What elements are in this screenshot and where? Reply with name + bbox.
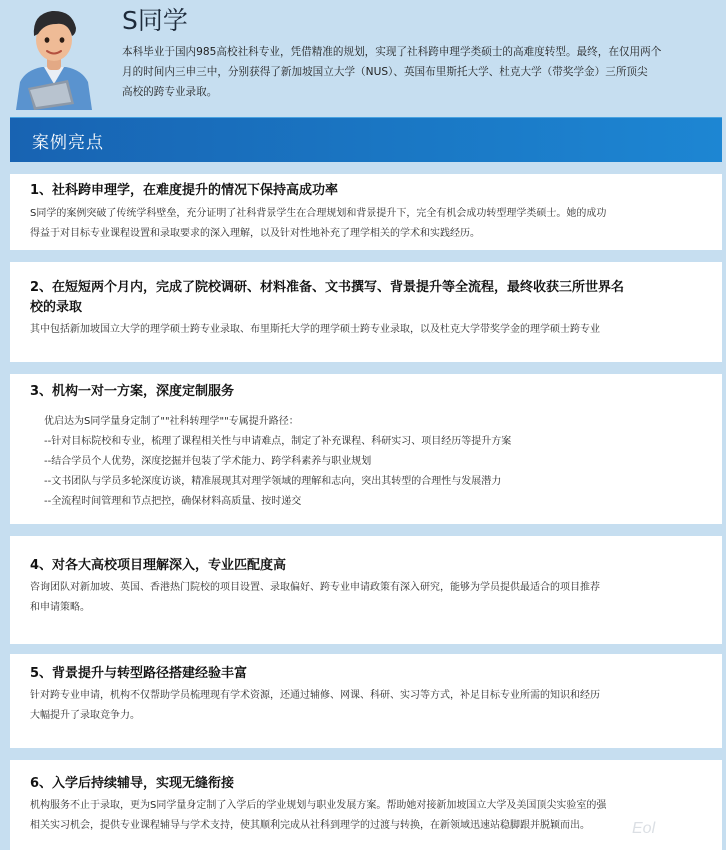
highlights-title: 案例亮点 xyxy=(32,133,104,153)
highlight-title: 3、机构一对一方案，深度定制服务 xyxy=(30,384,235,399)
student-intro xyxy=(122,42,720,102)
highlight-body xyxy=(30,578,710,618)
body-line: 得益于对目标专业课程设置和录取要求的深入理解，以及针对性地补充了理学相关的学术和实践经历。 xyxy=(30,228,480,239)
highlight-card xyxy=(10,536,722,644)
step-line: --针对目标院校和专业，梳理了课程相关性与申请难点，制定了补充课程、科研实习、项目经历等提升方案 xyxy=(44,436,512,447)
body-line: 和申请策略。 xyxy=(30,602,90,613)
intro-line: 高校的跨专业录取。 xyxy=(122,86,218,98)
highlight-card xyxy=(10,654,722,748)
body-line: 大幅提升了录取竞争力。 xyxy=(30,710,140,721)
title-line: 2、在短短两个月内，完成了院校调研、材料准备、文书撰写、背景提升等全流程，最终收获三所世界名 xyxy=(30,280,625,295)
body-line: 机构服务不止于录取，更为S同学量身定制了入学后的学业规划与职业发展方案。帮助她对接新加坡国立大学及美国顶尖实验室的强 xyxy=(30,800,607,811)
body-line: 其中包括新加坡国立大学的理学硕士跨专业录取、布里斯托大学的理学硕士跨专业录取，以及杜克大学带奖学金的理学硕士跨专业 xyxy=(30,324,600,335)
intro-line: 月的时间内三申三中，分别获得了新加坡国立大学（NUS）、英国布里斯托大学、杜克大学（带奖学金）三所顶尖 xyxy=(122,66,648,78)
body-line: 咨询团队对新加坡、英国、香港热门院校的项目设置、录取偏好、跨专业申请政策有深入研究，能够为学员提供最适合的项目推荐 xyxy=(30,582,600,593)
highlights-banner xyxy=(10,117,722,162)
highlight-card xyxy=(10,760,722,850)
highlight-card xyxy=(10,174,722,250)
highlight-body xyxy=(30,204,710,244)
highlight-body xyxy=(30,320,710,340)
highlight-title: 5、背景提升与转型路径搭建经验丰富 xyxy=(30,666,248,681)
highlight-title: 1、社科跨申理学，在难度提升的情况下保持高成功率 xyxy=(30,183,339,198)
watermark-logo xyxy=(628,816,718,838)
watermark-text: Eol xyxy=(632,820,656,837)
highlight-body xyxy=(30,686,710,726)
student-name: S同学 xyxy=(122,6,188,35)
highlight-title xyxy=(30,278,710,318)
title-line: 校的录取 xyxy=(30,300,83,315)
highlight-card xyxy=(10,262,722,362)
body-line: 相关实习机会，提供专业课程辅导与学术支持，使其顺利完成从社科到理学的过渡与转换，在新领域迅速站稳脚跟并脱颖而出。 xyxy=(30,820,590,831)
step-line: --文书团队与学员多轮深度访谈，精准展现其对理学领域的理解和志向，突出其转型的合理性与发展潜力 xyxy=(44,476,502,487)
highlight-body xyxy=(30,796,710,836)
step-line: 优启达为S同学量身定制了""社科转理学""专属提升路径： xyxy=(44,416,299,427)
highlight-card xyxy=(10,374,722,524)
highlight-title: 6、入学后持续辅导，实现无缝衔接 xyxy=(30,776,235,791)
profile-header xyxy=(0,0,726,116)
body-line: S同学的案例突破了传统学科壁垒，充分证明了社科背景学生在合理规划和背景提升下，完全有机会成功转型理学类硕士。她的成功 xyxy=(30,208,607,219)
intro-line: 本科毕业于国内985高校社科专业，凭借精准的规划，实现了社科跨申理学类硕士的高难度转型。最终，在仅用两个 xyxy=(122,46,662,58)
body-line: 针对跨专业申请，机构不仅帮助学员梳理现有学术资源，还通过辅修、网课、科研、实习等方式，补足目标专业所需的知识和经历 xyxy=(30,690,600,701)
student-avatar xyxy=(8,4,100,110)
highlight-title: 4、对各大高校项目理解深入，专业匹配度高 xyxy=(30,558,287,573)
step-line: --全流程时间管理和节点把控，确保材料高质量、按时递交 xyxy=(44,496,302,507)
highlight-steps xyxy=(44,412,704,512)
step-line: --结合学员个人优势，深度挖掘并包装了学术能力、跨学科素养与职业规划 xyxy=(44,456,372,467)
